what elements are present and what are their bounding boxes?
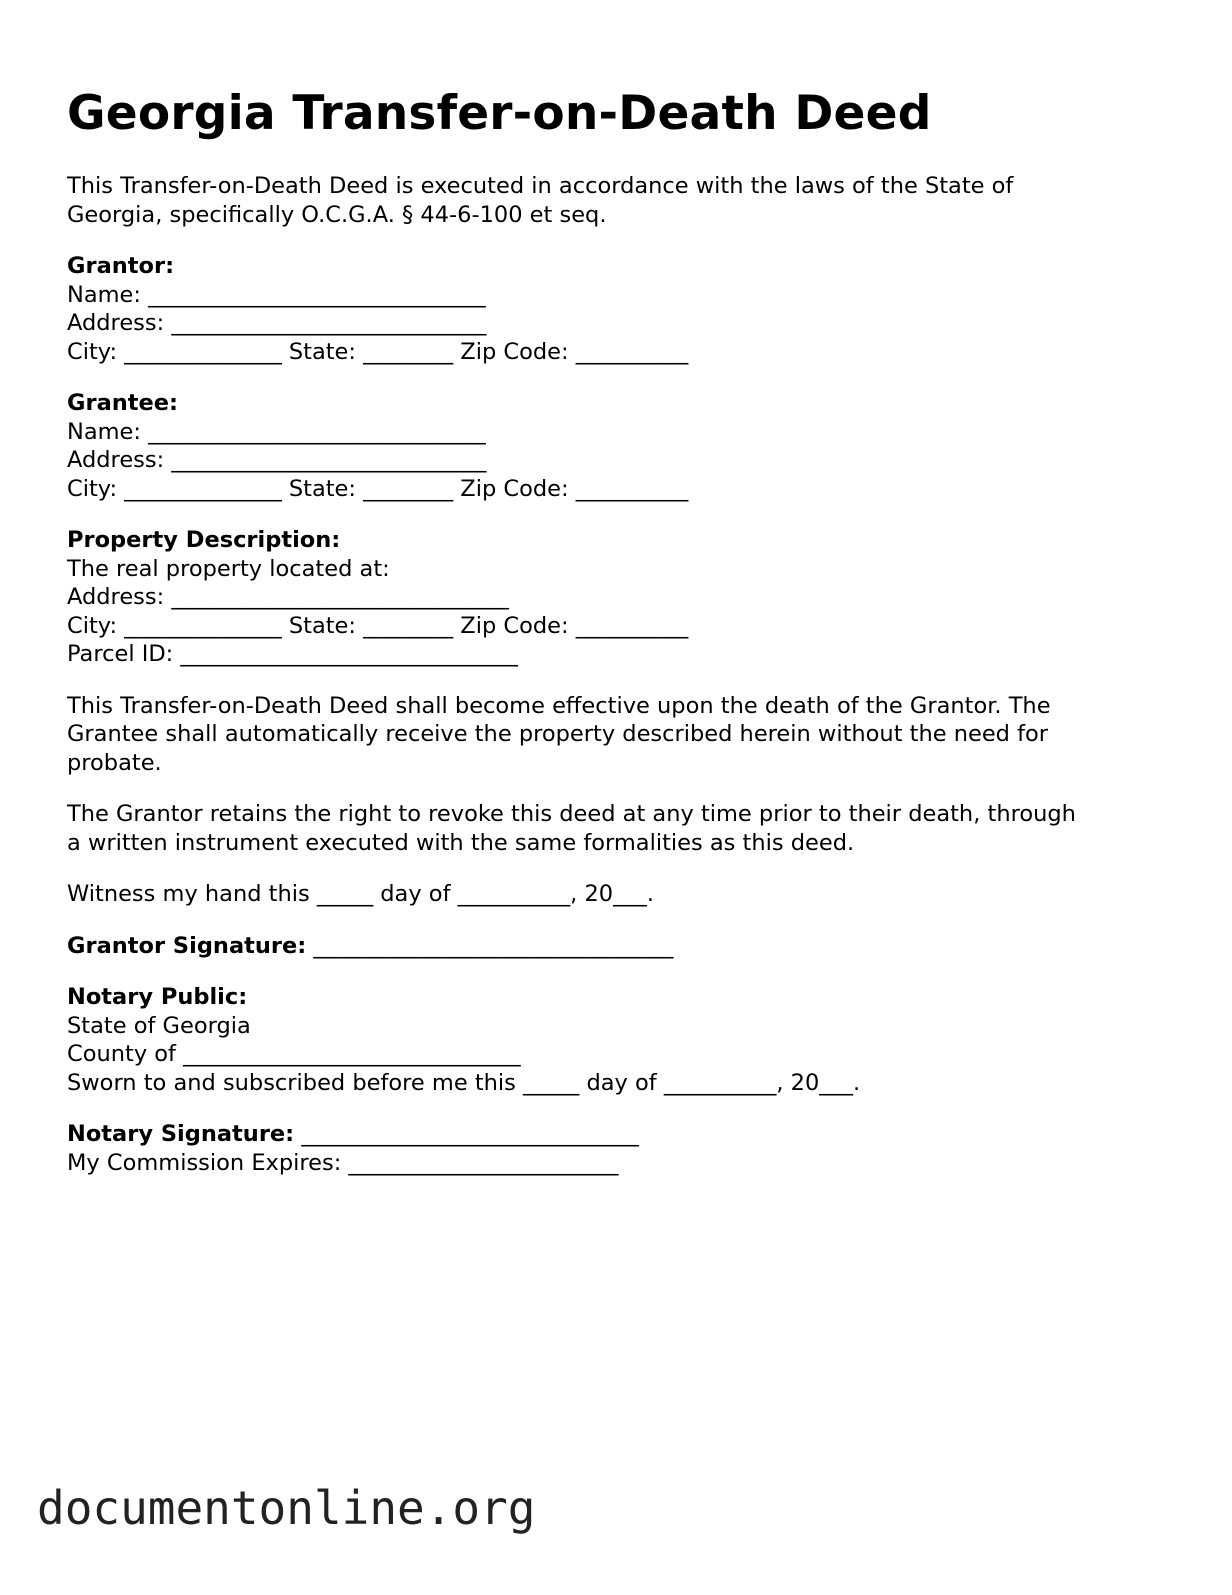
document-page bbox=[67, 84, 1177, 1177]
property-located-text: The real property located at: bbox=[67, 555, 390, 582]
grantee-section bbox=[67, 389, 1177, 503]
grantor-name-field[interactable]: Name: ______________________________ bbox=[67, 281, 486, 308]
notary-sworn-line[interactable]: Sworn to and subscribed before me this _____ day of __________, 20___. bbox=[67, 1069, 861, 1096]
witness-paragraph bbox=[67, 880, 1177, 909]
property-address-field[interactable]: Address: ______________________________ bbox=[67, 584, 509, 610]
revoke-paragraph bbox=[67, 800, 1177, 857]
grantor-signature-section bbox=[67, 932, 1177, 961]
intro-line: This Transfer-on-Death Deed is executed in accordance with the laws of the State of bbox=[67, 173, 1014, 199]
grantee-address-field[interactable]: Address: ____________________________ bbox=[67, 447, 487, 473]
notary-state-text: State of Georgia bbox=[67, 1012, 251, 1039]
effective-paragraph bbox=[67, 692, 1177, 778]
revoke-line: a written instrument executed with the same formalities as this deed. bbox=[67, 829, 855, 856]
property-section bbox=[67, 526, 1177, 669]
intro-paragraph bbox=[67, 172, 1177, 229]
witness-line[interactable]: Witness my hand this _____ day of __________, 20___. bbox=[67, 881, 654, 907]
grantee-city-state-zip-field[interactable]: City: ______________ State: ________ Zip Code: __________ bbox=[67, 475, 689, 502]
grantor-section bbox=[67, 252, 1177, 366]
property-heading: Property Description: bbox=[67, 527, 341, 553]
property-city-state-zip-field[interactable]: City: ______________ State: ________ Zip Code: __________ bbox=[67, 612, 689, 639]
watermark-text: documentonline.org bbox=[37, 1481, 536, 1535]
commission-expires-field[interactable]: My Commission Expires: ________________________ bbox=[67, 1149, 619, 1176]
notary-signature-section bbox=[67, 1120, 1177, 1177]
effective-line: Grantee shall automatically receive the property described herein without the need for bbox=[67, 721, 1049, 747]
notary-signature-blank[interactable]: ______________________________ bbox=[294, 1121, 639, 1147]
grantor-signature-blank[interactable]: ________________________________ bbox=[306, 932, 674, 959]
notary-signature-label: Notary Signature: bbox=[67, 1121, 295, 1147]
page-title: Georgia Transfer-on-Death Deed bbox=[67, 86, 932, 141]
grantor-heading: Grantor: bbox=[67, 253, 175, 279]
parcel-id-field[interactable]: Parcel ID: ______________________________ bbox=[67, 641, 518, 667]
grantor-signature-field[interactable] bbox=[67, 932, 1177, 961]
grantor-signature-label: Grantor Signature: bbox=[67, 932, 307, 959]
effective-line: probate. bbox=[67, 749, 162, 776]
grantee-heading: Grantee: bbox=[67, 390, 179, 416]
grantor-address-field[interactable]: Address: ____________________________ bbox=[67, 310, 487, 336]
grantee-name-field[interactable]: Name: ______________________________ bbox=[67, 418, 486, 445]
revoke-line: The Grantor retains the right to revoke this deed at any time prior to their death, through bbox=[67, 801, 1076, 827]
notary-signature-field[interactable] bbox=[67, 1120, 1177, 1149]
grantor-city-state-zip-field[interactable]: City: ______________ State: ________ Zip Code: __________ bbox=[67, 338, 689, 365]
effective-line: This Transfer-on-Death Deed shall become effective upon the death of the Grantor. The bbox=[67, 692, 1051, 719]
intro-line: Georgia, specifically O.C.G.A. § 44-6-100 et seq. bbox=[67, 201, 607, 228]
notary-county-field[interactable]: County of ______________________________ bbox=[67, 1041, 521, 1067]
notary-heading: Notary Public: bbox=[67, 984, 248, 1010]
notary-section bbox=[67, 983, 1177, 1097]
